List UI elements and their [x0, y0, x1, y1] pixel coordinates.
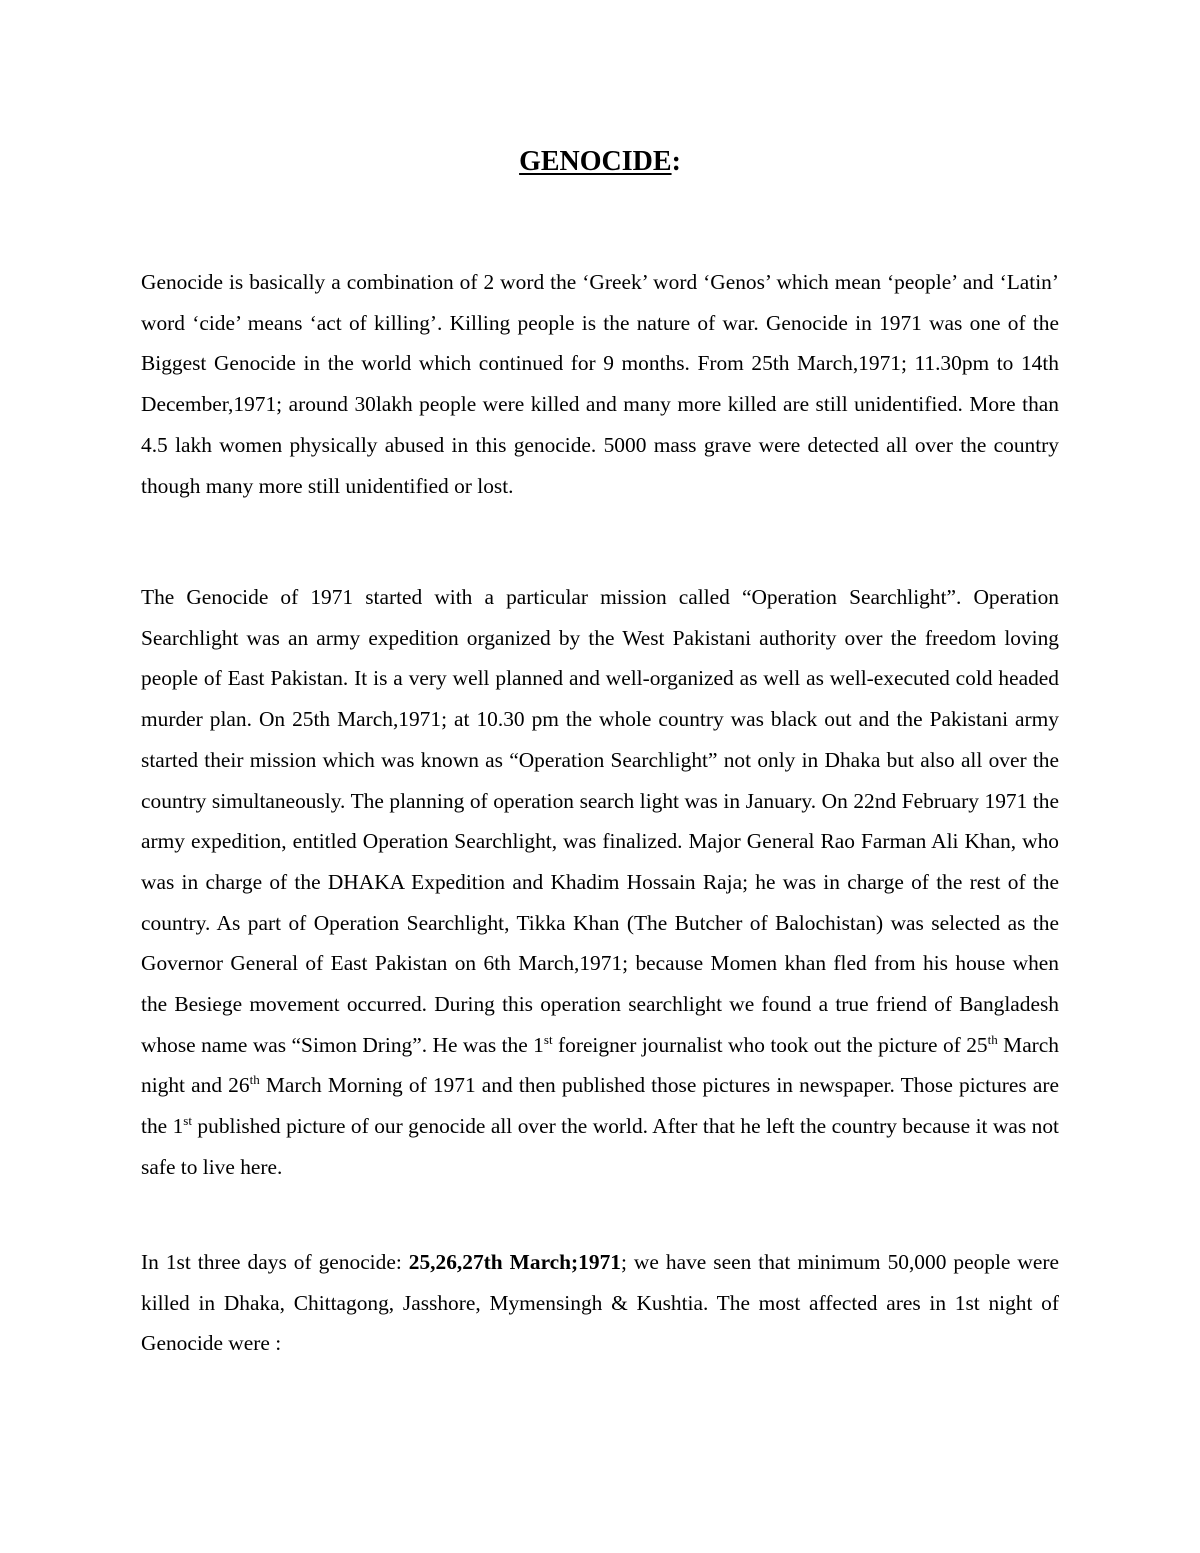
paragraph-text: March Morning of 1971 and then published those pictures in newspaper. Those pictures are the 1	[141, 1073, 1059, 1139]
title-colon: :	[671, 146, 681, 177]
bold-dates: 25,26,27th March;1971	[408, 1250, 621, 1274]
superscript: st	[543, 1031, 553, 1047]
paragraph-text: published picture of our genocide all over the world. After that he left the country because it was not safe to live here.	[141, 1114, 1059, 1179]
superscript: st	[183, 1113, 192, 1129]
paragraph-text: In 1st three days of genocide:	[141, 1250, 409, 1274]
superscript: th	[987, 1031, 998, 1047]
paragraph-definition: Genocide is basically a combination of 2 word the ‘Greek’ word ‘Genos’ which mean ‘people’ and ‘Latin’ word ‘cide’ means ‘act of killing’. Killing people is the nature of war. Genocide in 1971 was one of the Biggest Genocide in the world which continued for 9 months. From 25th March,1971; 11.30pm to 14th December,1971; around 30lakh people were killed and many more killed are still unidentified. More than 4.5 lakh women physically abused in this genocide. 5000 mass grave were detected all over the country though many more still unidentified or lost.	[141, 270, 1059, 498]
paragraph-first-three-days	[141, 1242, 1059, 1364]
superscript: th	[249, 1072, 260, 1088]
paragraph-text: foreigner journalist who took out the picture of 25	[552, 1032, 988, 1057]
paragraph-text: ; we have seen that minimum 50,000 people were killed in Dhaka, Chittagong, Jasshore, Mymensingh & Kushtia. The most affected ares in 1st night of Genocide were :	[141, 1250, 1059, 1356]
paragraph-text: The Genocide of 1971 started with a particular mission called “Operation Searchlight”. Operation Searchlight was an army expedition organized by the West Pakistani authority over the freedom loving people of East Pakistan. It is a very well planned and well-organized as well as well-executed cold headed murder plan. On 25th March,1971; at 10.30 pm the whole country was black out and the Pakistani army started their mission which was known as “Operation Searchlight” not only in Dhaka but also all over the country simultaneously. The planning of operation search light was in January. On 22nd February 1971 the army expedition, entitled Operation Searchlight, was finalized. Major General Rao Farman Ali Khan, who was in charge of the DHAKA Expedition and Khadim Hossain Raja; he was in charge of the rest of the country. As part of Operation Searchlight, Tikka Khan (The Butcher of Balochistan) was selected as the Governor General of East Pakistan on 6th March,1971; because Momen khan fled from his house when the Besiege movement occurred. During this operation searchlight we found a true friend of Bangladesh whose name was “Simon Dring”. He was the 1	[141, 585, 1059, 1057]
page-title	[141, 140, 1059, 184]
title-text: GENOCIDE	[519, 146, 672, 177]
paragraph-operation-searchlight	[141, 577, 1059, 1188]
paragraph-text: March night and 26	[141, 1032, 1059, 1098]
